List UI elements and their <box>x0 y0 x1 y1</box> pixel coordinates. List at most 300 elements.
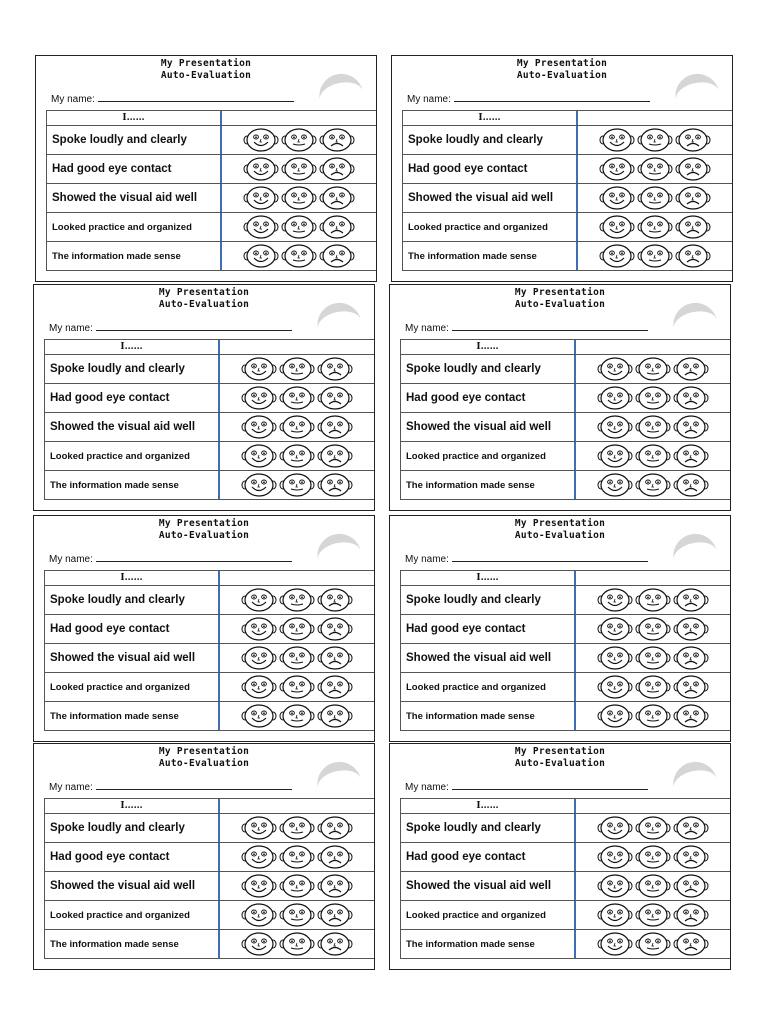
neutral-face-icon[interactable] <box>279 874 315 898</box>
criteria-row <box>403 126 732 155</box>
happy-face-icon[interactable] <box>243 244 279 268</box>
happy-face-icon[interactable] <box>597 903 633 927</box>
happy-face-icon[interactable] <box>597 473 633 497</box>
criteria-row <box>401 615 730 644</box>
name-blank-line[interactable] <box>98 93 294 102</box>
name-blank-line[interactable] <box>452 553 648 562</box>
rating-faces <box>220 901 374 929</box>
table-header-label: I…… <box>403 111 578 125</box>
name-field[interactable] <box>51 93 294 105</box>
happy-face-icon[interactable] <box>597 444 633 468</box>
neutral-face-icon[interactable] <box>281 128 317 152</box>
table-header-row <box>45 340 374 355</box>
rating-faces <box>222 242 376 270</box>
title-line-1: My Presentation <box>158 746 250 757</box>
criteria-label: Had good eye contact <box>52 163 172 175</box>
criteria-row <box>45 702 374 731</box>
rating-faces <box>576 355 730 383</box>
criteria-cell <box>47 242 222 270</box>
criteria-row <box>45 673 374 702</box>
happy-face-icon[interactable] <box>243 215 279 239</box>
table-header-label: I…… <box>45 799 220 813</box>
criteria-cell <box>401 471 576 499</box>
sad-face-icon[interactable] <box>673 357 709 381</box>
happy-face-icon[interactable] <box>241 588 277 612</box>
criteria-row <box>403 184 732 213</box>
criteria-row <box>45 814 374 843</box>
title-line-1: My Presentation <box>158 518 250 529</box>
title-line-1: My Presentation <box>514 287 606 298</box>
criteria-label: Showed the visual aid well <box>406 421 552 433</box>
evaluation-table <box>44 339 375 500</box>
criteria-cell <box>401 644 576 672</box>
happy-face-icon[interactable] <box>241 357 277 381</box>
criteria-label: Showed the visual aid well <box>408 192 554 204</box>
sad-face-icon[interactable] <box>673 473 709 497</box>
criteria-row <box>47 184 376 213</box>
sad-face-icon[interactable] <box>319 186 355 210</box>
criteria-label: The information made sense <box>50 710 179 722</box>
sad-face-icon[interactable] <box>673 415 709 439</box>
happy-face-icon[interactable] <box>597 845 633 869</box>
criteria-label: Showed the visual aid well <box>50 652 196 664</box>
criteria-label: Spoke loudly and clearly <box>50 594 185 606</box>
criteria-row <box>45 442 374 471</box>
neutral-face-icon[interactable] <box>637 186 673 210</box>
rating-faces <box>220 384 374 412</box>
evaluation-card-5 <box>33 515 375 742</box>
neutral-face-icon[interactable] <box>281 244 317 268</box>
criteria-cell <box>401 673 576 701</box>
criteria-cell <box>45 814 220 842</box>
neutral-face-icon[interactable] <box>635 473 671 497</box>
sad-face-icon[interactable] <box>317 675 353 699</box>
criteria-cell <box>47 184 222 212</box>
sad-face-icon[interactable] <box>317 444 353 468</box>
criteria-cell <box>403 155 578 183</box>
title-line-1: My Presentation <box>514 746 606 757</box>
criteria-row <box>401 644 730 673</box>
criteria-row <box>401 814 730 843</box>
happy-face-icon[interactable] <box>597 588 633 612</box>
happy-face-icon[interactable] <box>241 415 277 439</box>
name-field[interactable] <box>407 93 650 105</box>
criteria-label: Had good eye contact <box>50 623 170 635</box>
neutral-face-icon[interactable] <box>279 415 315 439</box>
criteria-row <box>45 413 374 442</box>
criteria-cell <box>45 413 220 441</box>
criteria-row <box>45 930 374 959</box>
happy-face-icon[interactable] <box>241 444 277 468</box>
neutral-face-icon[interactable] <box>635 704 671 728</box>
criteria-row <box>401 471 730 500</box>
criteria-label: The information made sense <box>406 479 535 491</box>
rating-faces <box>576 843 730 871</box>
criteria-row <box>401 843 730 872</box>
criteria-label: Looked practice and organized <box>50 681 190 693</box>
happy-face-icon[interactable] <box>597 386 633 410</box>
happy-face-icon[interactable] <box>241 617 277 641</box>
name-blank-line[interactable] <box>454 93 650 102</box>
sad-face-icon[interactable] <box>673 903 709 927</box>
card-title <box>392 58 732 82</box>
evaluation-table <box>44 798 375 959</box>
name-blank-line[interactable] <box>452 781 648 790</box>
sad-face-icon[interactable] <box>675 244 711 268</box>
sad-face-icon[interactable] <box>317 617 353 641</box>
criteria-cell <box>403 184 578 212</box>
neutral-face-icon[interactable] <box>279 675 315 699</box>
neutral-face-icon[interactable] <box>637 128 673 152</box>
name-field[interactable] <box>405 781 648 793</box>
criteria-cell <box>47 213 222 241</box>
evaluation-table <box>44 570 375 731</box>
sad-face-icon[interactable] <box>675 157 711 181</box>
rating-faces <box>578 242 732 270</box>
sad-face-icon[interactable] <box>673 704 709 728</box>
neutral-face-icon[interactable] <box>635 386 671 410</box>
evaluation-card-7 <box>33 743 375 970</box>
criteria-cell <box>45 843 220 871</box>
card-title <box>390 746 730 770</box>
table-header-blank <box>576 340 730 354</box>
sad-face-icon[interactable] <box>319 244 355 268</box>
neutral-face-icon[interactable] <box>281 157 317 181</box>
criteria-label: Spoke loudly and clearly <box>50 822 185 834</box>
rating-faces <box>576 413 730 441</box>
criteria-cell <box>47 126 222 154</box>
sad-face-icon[interactable] <box>673 386 709 410</box>
happy-face-icon[interactable] <box>599 215 635 239</box>
sad-face-icon[interactable] <box>317 646 353 670</box>
evaluation-card-1 <box>35 55 377 282</box>
criteria-label: Looked practice and organized <box>406 909 546 921</box>
rating-faces <box>576 901 730 929</box>
happy-face-icon[interactable] <box>241 816 277 840</box>
criteria-label: Had good eye contact <box>50 851 170 863</box>
criteria-label: Had good eye contact <box>406 623 526 635</box>
neutral-face-icon[interactable] <box>279 444 315 468</box>
sad-face-icon[interactable] <box>317 704 353 728</box>
happy-face-icon[interactable] <box>597 646 633 670</box>
sad-face-icon[interactable] <box>673 845 709 869</box>
title-line-2: Auto-Evaluation <box>158 299 250 310</box>
criteria-label: The information made sense <box>50 938 179 950</box>
criteria-cell <box>45 901 220 929</box>
neutral-face-icon[interactable] <box>637 215 673 239</box>
name-field[interactable] <box>49 322 292 334</box>
sad-face-icon[interactable] <box>319 128 355 152</box>
rating-faces <box>576 644 730 672</box>
criteria-cell <box>45 644 220 672</box>
happy-face-icon[interactable] <box>597 874 633 898</box>
happy-face-icon[interactable] <box>597 704 633 728</box>
rating-faces <box>222 155 376 183</box>
evaluation-table <box>46 110 377 271</box>
sad-face-icon[interactable] <box>317 932 353 956</box>
criteria-cell <box>45 615 220 643</box>
happy-face-icon[interactable] <box>597 617 633 641</box>
neutral-face-icon[interactable] <box>637 244 673 268</box>
neutral-face-icon[interactable] <box>279 357 315 381</box>
happy-face-icon[interactable] <box>241 473 277 497</box>
table-header-blank <box>220 571 374 585</box>
name-field[interactable] <box>405 553 648 565</box>
sad-face-icon[interactable] <box>675 128 711 152</box>
table-header-row <box>403 111 732 126</box>
rating-faces <box>578 213 732 241</box>
sad-face-icon[interactable] <box>673 444 709 468</box>
neutral-face-icon[interactable] <box>279 386 315 410</box>
sad-face-icon[interactable] <box>673 588 709 612</box>
neutral-face-icon[interactable] <box>635 845 671 869</box>
sad-face-icon[interactable] <box>319 157 355 181</box>
happy-face-icon[interactable] <box>599 157 635 181</box>
name-label: My name: <box>49 323 93 334</box>
sad-face-icon[interactable] <box>673 675 709 699</box>
neutral-face-icon[interactable] <box>637 157 673 181</box>
title-line-2: Auto-Evaluation <box>158 758 250 769</box>
criteria-cell <box>45 673 220 701</box>
criteria-cell <box>45 702 220 730</box>
rating-faces <box>576 586 730 614</box>
happy-face-icon[interactable] <box>241 646 277 670</box>
criteria-label: Spoke loudly and clearly <box>406 363 541 375</box>
criteria-label: Looked practice and organized <box>406 450 546 462</box>
criteria-row <box>401 872 730 901</box>
sad-face-icon[interactable] <box>317 874 353 898</box>
evaluation-card-2 <box>391 55 733 282</box>
neutral-face-icon[interactable] <box>279 932 315 956</box>
sad-face-icon[interactable] <box>675 215 711 239</box>
title-line-2: Auto-Evaluation <box>514 530 606 541</box>
evaluation-card-3 <box>33 284 375 511</box>
sad-face-icon[interactable] <box>317 357 353 381</box>
neutral-face-icon[interactable] <box>635 874 671 898</box>
neutral-face-icon[interactable] <box>635 932 671 956</box>
sad-face-icon[interactable] <box>317 473 353 497</box>
criteria-label: The information made sense <box>406 938 535 950</box>
happy-face-icon[interactable] <box>241 386 277 410</box>
happy-face-icon[interactable] <box>597 932 633 956</box>
happy-face-icon[interactable] <box>241 932 277 956</box>
criteria-row <box>401 355 730 384</box>
criteria-label: Looked practice and organized <box>50 909 190 921</box>
name-blank-line[interactable] <box>96 781 292 790</box>
title-line-1: My Presentation <box>514 518 606 529</box>
neutral-face-icon[interactable] <box>635 675 671 699</box>
neutral-face-icon[interactable] <box>635 357 671 381</box>
name-field[interactable] <box>49 781 292 793</box>
criteria-cell <box>47 155 222 183</box>
neutral-face-icon[interactable] <box>635 588 671 612</box>
sad-face-icon[interactable] <box>317 386 353 410</box>
name-label: My name: <box>407 94 451 105</box>
happy-face-icon[interactable] <box>599 128 635 152</box>
criteria-cell <box>45 471 220 499</box>
happy-face-icon[interactable] <box>241 874 277 898</box>
name-field[interactable] <box>405 322 648 334</box>
happy-face-icon[interactable] <box>243 157 279 181</box>
happy-face-icon[interactable] <box>597 675 633 699</box>
card-title <box>34 746 374 770</box>
happy-face-icon[interactable] <box>241 675 277 699</box>
neutral-face-icon[interactable] <box>279 617 315 641</box>
table-header-label: I…… <box>45 340 220 354</box>
criteria-label: The information made sense <box>408 250 537 262</box>
happy-face-icon[interactable] <box>599 186 635 210</box>
name-blank-line[interactable] <box>96 553 292 562</box>
title-line-2: Auto-Evaluation <box>158 530 250 541</box>
sad-face-icon[interactable] <box>673 874 709 898</box>
rating-faces <box>220 673 374 701</box>
neutral-face-icon[interactable] <box>281 186 317 210</box>
card-title <box>36 58 376 82</box>
neutral-face-icon[interactable] <box>279 903 315 927</box>
table-header-blank <box>220 799 374 813</box>
criteria-cell <box>403 213 578 241</box>
table-header-label: I…… <box>401 799 576 813</box>
name-label: My name: <box>405 323 449 334</box>
criteria-label: Spoke loudly and clearly <box>406 594 541 606</box>
criteria-row <box>45 384 374 413</box>
table-header-label: I…… <box>401 571 576 585</box>
happy-face-icon[interactable] <box>241 704 277 728</box>
happy-face-icon[interactable] <box>241 903 277 927</box>
name-label: My name: <box>405 554 449 565</box>
sad-face-icon[interactable] <box>319 215 355 239</box>
criteria-row <box>401 901 730 930</box>
table-header-label: I…… <box>45 571 220 585</box>
rating-faces <box>576 615 730 643</box>
card-title <box>34 287 374 311</box>
neutral-face-icon[interactable] <box>279 588 315 612</box>
sad-face-icon[interactable] <box>317 845 353 869</box>
neutral-face-icon[interactable] <box>635 903 671 927</box>
neutral-face-icon[interactable] <box>281 215 317 239</box>
sad-face-icon[interactable] <box>317 415 353 439</box>
sad-face-icon[interactable] <box>673 932 709 956</box>
rating-faces <box>576 471 730 499</box>
criteria-label: Had good eye contact <box>406 851 526 863</box>
evaluation-table <box>402 110 733 271</box>
criteria-cell <box>401 413 576 441</box>
rating-faces <box>576 673 730 701</box>
table-header-row <box>45 799 374 814</box>
name-blank-line[interactable] <box>452 322 648 331</box>
criteria-row <box>45 471 374 500</box>
rating-faces <box>576 384 730 412</box>
rating-faces <box>578 155 732 183</box>
criteria-row <box>403 155 732 184</box>
neutral-face-icon[interactable] <box>279 473 315 497</box>
neutral-face-icon[interactable] <box>635 617 671 641</box>
happy-face-icon[interactable] <box>243 128 279 152</box>
neutral-face-icon[interactable] <box>635 415 671 439</box>
rating-faces <box>220 586 374 614</box>
criteria-row <box>47 126 376 155</box>
criteria-row <box>401 930 730 959</box>
neutral-face-icon[interactable] <box>279 845 315 869</box>
criteria-cell <box>401 814 576 842</box>
criteria-label: Had good eye contact <box>406 392 526 404</box>
criteria-row <box>45 615 374 644</box>
neutral-face-icon[interactable] <box>635 646 671 670</box>
table-header-row <box>45 571 374 586</box>
neutral-face-icon[interactable] <box>279 704 315 728</box>
sad-face-icon[interactable] <box>317 903 353 927</box>
criteria-cell <box>45 384 220 412</box>
happy-face-icon[interactable] <box>599 244 635 268</box>
happy-face-icon[interactable] <box>597 357 633 381</box>
sad-face-icon[interactable] <box>317 588 353 612</box>
happy-face-icon[interactable] <box>243 186 279 210</box>
rating-faces <box>220 413 374 441</box>
name-label: My name: <box>49 554 93 565</box>
criteria-cell <box>45 872 220 900</box>
rating-faces <box>220 843 374 871</box>
sad-face-icon[interactable] <box>673 646 709 670</box>
criteria-row <box>401 442 730 471</box>
sad-face-icon[interactable] <box>673 617 709 641</box>
criteria-cell <box>401 872 576 900</box>
table-header-label: I…… <box>401 340 576 354</box>
title-line-2: Auto-Evaluation <box>514 299 606 310</box>
rating-faces <box>576 442 730 470</box>
sad-face-icon[interactable] <box>673 816 709 840</box>
happy-face-icon[interactable] <box>597 816 633 840</box>
table-header-row <box>401 571 730 586</box>
criteria-label: Looked practice and organized <box>50 450 190 462</box>
rating-faces <box>576 702 730 730</box>
rating-faces <box>220 930 374 958</box>
title-line-2: Auto-Evaluation <box>514 758 606 769</box>
sad-face-icon[interactable] <box>675 186 711 210</box>
criteria-cell <box>401 843 576 871</box>
criteria-row <box>45 644 374 673</box>
criteria-row <box>401 586 730 615</box>
criteria-cell <box>401 586 576 614</box>
criteria-cell <box>401 442 576 470</box>
name-label: My name: <box>405 782 449 793</box>
criteria-label: Spoke loudly and clearly <box>406 822 541 834</box>
sad-face-icon[interactable] <box>317 816 353 840</box>
title-line-1: My Presentation <box>516 58 608 69</box>
rating-faces <box>220 872 374 900</box>
criteria-cell <box>403 242 578 270</box>
neutral-face-icon[interactable] <box>279 646 315 670</box>
name-blank-line[interactable] <box>96 322 292 331</box>
table-header-row <box>47 111 376 126</box>
neutral-face-icon[interactable] <box>635 816 671 840</box>
title-line-1: My Presentation <box>160 58 252 69</box>
evaluation-card-6 <box>389 515 731 742</box>
table-header-blank <box>222 111 376 125</box>
criteria-cell <box>401 615 576 643</box>
happy-face-icon[interactable] <box>597 415 633 439</box>
card-title <box>390 518 730 542</box>
criteria-cell <box>45 930 220 958</box>
neutral-face-icon[interactable] <box>279 816 315 840</box>
happy-face-icon[interactable] <box>241 845 277 869</box>
criteria-label: The information made sense <box>52 250 181 262</box>
name-field[interactable] <box>49 553 292 565</box>
neutral-face-icon[interactable] <box>635 444 671 468</box>
criteria-label: Had good eye contact <box>408 163 528 175</box>
criteria-cell <box>401 702 576 730</box>
criteria-row <box>403 213 732 242</box>
table-header-row <box>401 340 730 355</box>
